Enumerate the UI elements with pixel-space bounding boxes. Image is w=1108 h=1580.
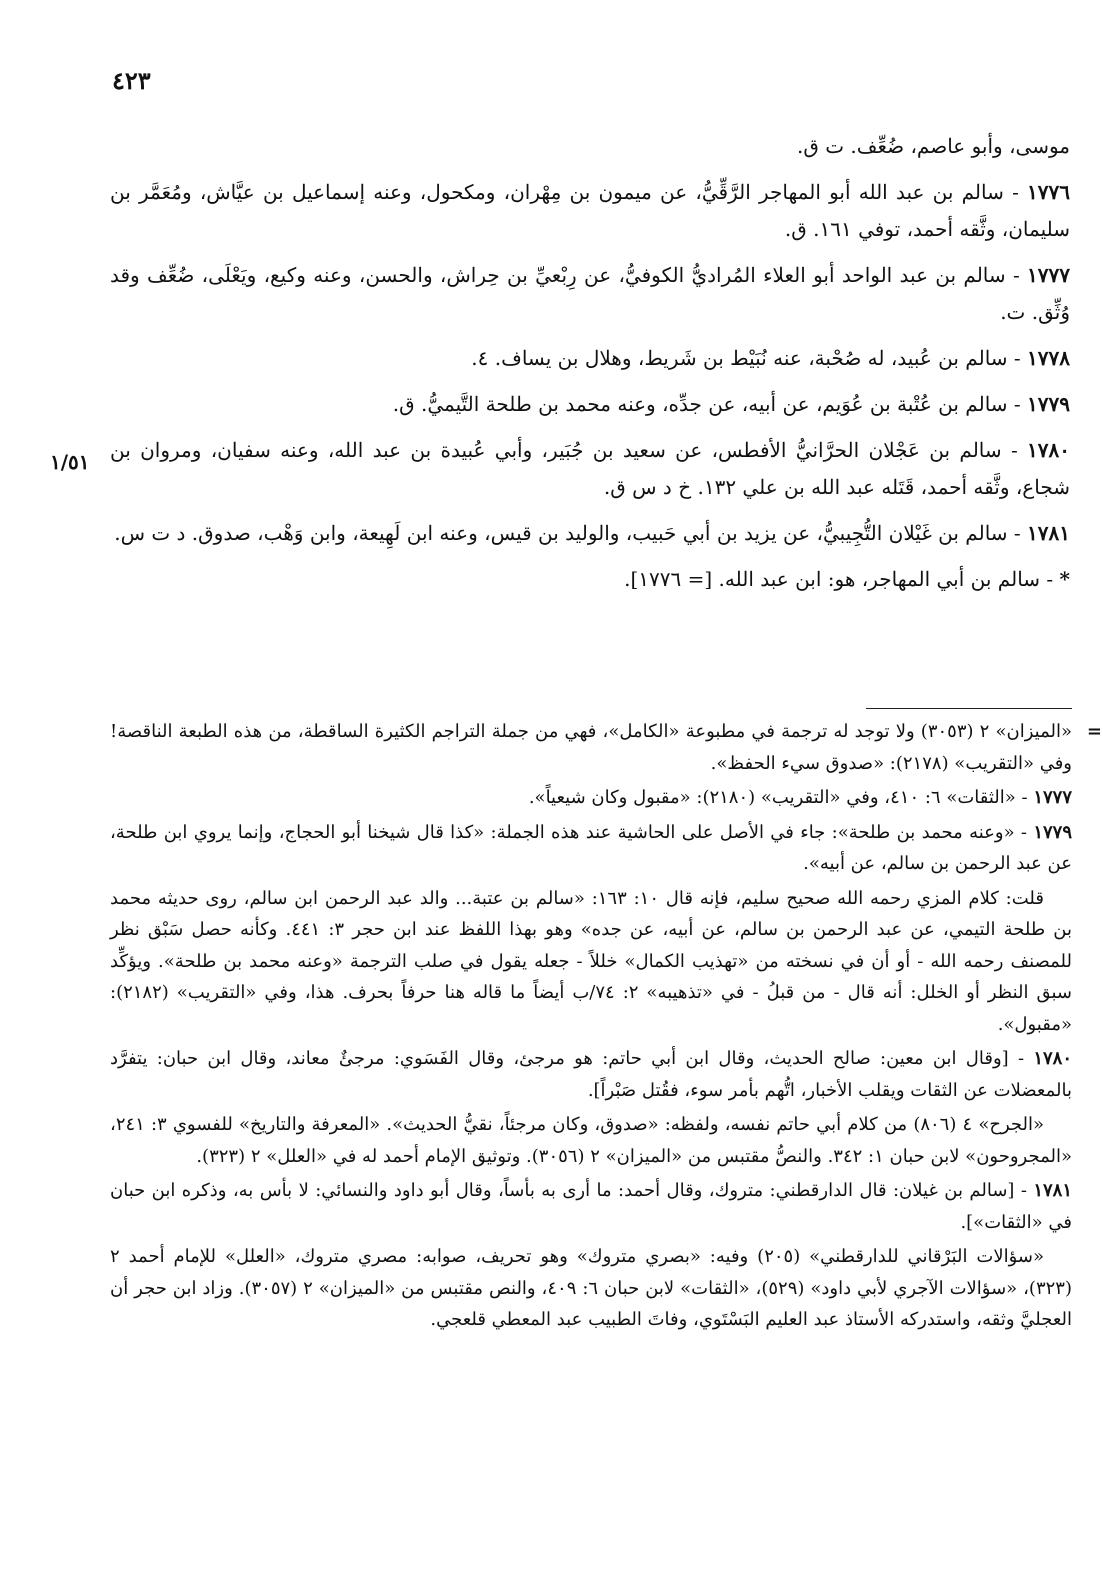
entry-number: ١٧٨١ bbox=[1027, 521, 1070, 545]
footnote-1781: ١٧٨١ - [سالم بن غيلان: قال الدارقطني: متروك، وقال أحمد: ما أرى به بأساً، وقال أبو داود والنسائي: لا بأس به، وذكره ابن حبان في «الثقات»]. bbox=[110, 1180, 1072, 1233]
main-text bbox=[110, 128, 1070, 607]
entry-1777: ١٧٧٧ - سالم بن عبد الواحد أبو العلاء المُراديُّ الكوفيُّ، عن رِبْعيِّ بن حِراش، والحسن، وعنه وكيع، ويَعْلَى، ضُعِّف وقد وُثِّق. ت. bbox=[110, 263, 1070, 324]
footnotes bbox=[110, 716, 1102, 1339]
footnote-number: ١٧٨٠ bbox=[1033, 1048, 1072, 1069]
footnote-1779-commentary: قلت: كلام المزي رحمه الله صحيح سليم، فإنه قال ١٠: ١٦٣: «سالم بن عتبة... والد عبد الرحمن ابن سالم، روى حديثه محمد بن طلحة التيمي، عن عبد الرحمن بن سالم، عن أبيه، عن جده» وهو بهذا اللفظ عند ابن حجر ٣: ٤٤١. وكأنه حصل سَبْق نظر للمصنف رحمه الله - أو أن في نسخته من «تهذيب الكمال» خللاً - جعله يقول في صلب الترجمة «وعنه محمد بن طلحة». ويؤكِّد سبق النظر أو الخلل: أنه قال - من قبلُ - في «تذهيبه» ٢: ٧٤/ب أيضاً ما قاله هنا حرفاً بحرف. هذا، وفي «التقريب» (٢١٨٢): «مقبول». bbox=[110, 887, 1072, 1035]
footnote-1781-sources: «سؤالات البَرْقاني للدارقطني» (٢٠٥) وفيه: «بصري متروك» وهو تحريف، صوابه: مصري متروك، «العلل» للإمام أحمد ٢ (٣٢٣)، «سؤالات الآجري لأبي داود» (٥٢٩)، «الثقات» لابن حبان ٦: ٤٠٩، والنص مقتبس من «الميزان» ٢ (٣٠٥٧). وزاد ابن حجر أن العجليَّ وثقه، واستدركه الأستاذ عبد العليم البَسْتَوي، وفاتَ الطبيب عبد المعطي قلعجي. bbox=[110, 1246, 1073, 1330]
footnote-number: ١٧٨١ bbox=[1033, 1180, 1072, 1201]
continuation-marker: = bbox=[1086, 721, 1102, 742]
entry-1779: ١٧٧٩ - سالم بن عُتْبة بن عُوَيم، عن أبيه، عن جدِّه، وعنه محمد بن طلحة التَّيميُّ. ق. bbox=[392, 392, 1070, 416]
footnote-number: ١٧٧٧ bbox=[1033, 787, 1072, 808]
entry-1781: ١٧٨١ - سالم بن غَيْلان التُّجِيبيُّ، عن يزيد بن أبي حَبيب، والوليد بن قيس، وعنه ابن لَهِيعة، وابن وَهْب، صدوق. د ت س. bbox=[114, 521, 1070, 545]
footnote-1780: ١٧٨٠ - [وقال ابن معين: صالح الحديث، وقال ابن أبي حاتم: هو مرجئ، وقال الفَسَوي: مرجئٌ معاند، وقال ابن حبان: يتفرَّد بالمعضلات عن الثقات ويقلب الأخبار، اتُّهم بأمر سوء، فقُتل صَبْراً]. bbox=[110, 1048, 1072, 1101]
footnote-divider bbox=[866, 708, 1072, 709]
asterisk-marker: * bbox=[1059, 567, 1070, 591]
entry-1780: ١٧٨٠ - سالم بن عَجْلان الحرَّانيُّ الأفطس، عن سعيد بن جُبَير، وأبي عُبيدة بن عبد الله، وعنه سفيان، ومروان بن شجاع، وثَّقه أحمد، قَتَله عبد الله بن علي ١٣٢. خ د س ق. bbox=[110, 438, 1070, 499]
page-number: ٤٢٣ bbox=[112, 66, 151, 95]
entry-number: ١٧٧٦ bbox=[1027, 180, 1070, 204]
footnote-1780-sources: «الجرح» ٤ (٨٠٦) من كلام أبي حاتم نفسه، ولفظه: «صدوق، وكان مرجئاً، نقيُّ الحديث». «المعرفة والتاريخ» للفسوي ٣: ٢٤١، «المجروحون» لابن حبان ١: ٣٤٢. والنصُّ مقتبس من «الميزان» ٢ (٣٠٥٦). وتوثيق الإمام أحمد له في «العلل» ٢ (٣٢٣). bbox=[110, 1114, 1072, 1167]
entry-continuation: موسى، وأبو عاصم، ضُعِّف. ت ق. bbox=[797, 134, 1070, 158]
entry-number: ١٧٧٩ bbox=[1027, 392, 1070, 416]
entry-number: ١٧٧٧ bbox=[1027, 263, 1070, 287]
footnote-number: ١٧٧٩ bbox=[1033, 821, 1072, 843]
footnote-1777: ١٧٧٧ - «الثقات» ٦: ٤١٠، وفي «التقريب» (٢١٨٠): «مقبول وكان شيعياً». bbox=[528, 787, 1072, 808]
entry-number: ١٧٨٠ bbox=[1027, 438, 1070, 462]
margin-folio-note: ١/٥١ bbox=[50, 450, 90, 474]
entry-number: ١٧٧٨ bbox=[1027, 346, 1070, 370]
entry-cross-reference: * - سالم بن أبي المهاجر، هو: ابن عبد الله. [= ١٧٧٦]. bbox=[624, 567, 1070, 591]
footnote-continued: = «الميزان» ٢ (٣٠٥٣) ولا توجد له ترجمة في مطبوعة «الكامل»، فهي من جملة التراجم الكثيرة الساقطة، من هذه الطبعة الناقصة! وفي «التقريب» (٢١٧٨): «صدوق سيء الحفظ». bbox=[110, 716, 1072, 779]
footnote-1779: ١٧٧٩ - «وعنه محمد بن طلحة»: جاء في الأصل على الحاشية عند هذه الجملة: «كذا قال شيخنا أبو الحجاج، وإنما يروي ابن طلحة، عن عبد الرحمن بن سالم، عن أبيه». bbox=[110, 821, 1072, 874]
entry-1778: ١٧٧٨ - سالم بن عُبيد، له صُحْبة، عنه نُبَيْط بن شَريط، وهلال بن يساف. ٤. bbox=[471, 346, 1070, 370]
entry-1776: ١٧٧٦ - سالم بن عبد الله أبو المهاجر الرَّقِّيُّ، عن ميمون بن مِهْران، ومكحول، وعنه إسماعيل بن عيَّاش، ومُعَمَّر بن سليمان، وثَّقه أحمد، توفي ١٦١. ق. bbox=[110, 180, 1070, 241]
